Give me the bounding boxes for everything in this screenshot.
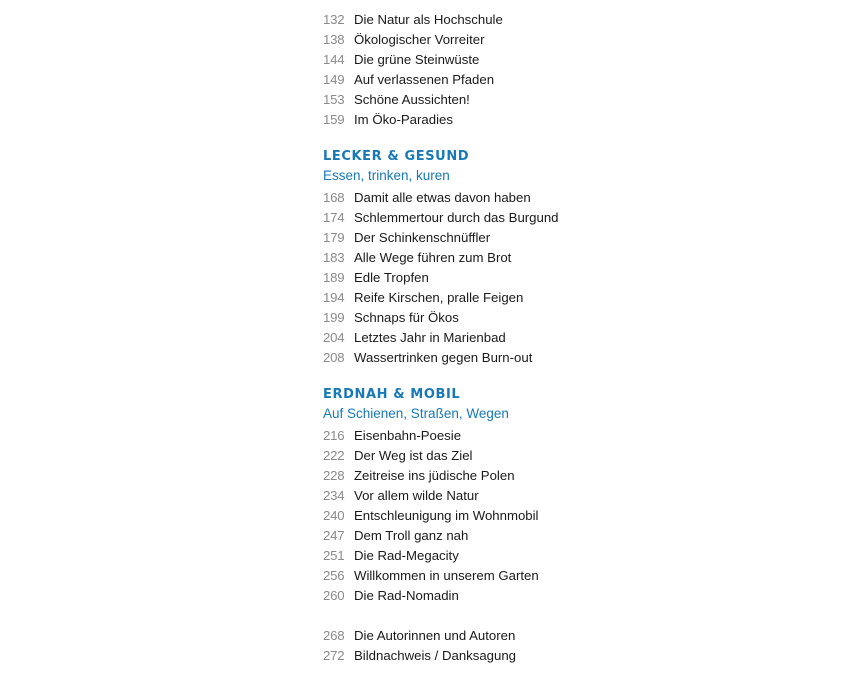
toc-entry [323,626,743,646]
page-number: 240 [323,508,345,523]
entry-title: Letztes Jahr in Marienbad [354,330,506,345]
page-number: 179 [323,230,345,245]
toc-entry [323,466,743,486]
toc-entry [323,248,743,268]
entry-title: Reife Kirschen, pralle Feigen [354,290,524,305]
toc-entry [323,566,743,586]
entry-title: Schnaps für Ökos [354,310,459,325]
entry-title: Schöne Aussichten! [354,92,470,107]
page-number: 272 [323,648,345,663]
toc-entry [323,526,743,546]
page-number: 138 [323,32,345,47]
page-number: 144 [323,52,345,67]
toc-entry [323,348,743,368]
entry-title: Zeitreise ins jüdische Polen [354,468,515,483]
page-number: 168 [323,190,345,205]
entry-title: Die Rad-Megacity [354,548,459,563]
entry-title: Bildnachweis / Danksagung [354,648,517,663]
entry-title: Die Natur als Hochschule [354,12,503,27]
page-number: 208 [323,350,345,365]
toc-section-erdnah-mobil [323,386,743,606]
page-number: 256 [323,568,345,583]
page-number: 194 [323,290,345,305]
entry-title: Willkommen in unserem Garten [354,568,539,583]
toc-group-nature [323,10,743,130]
toc-entry [323,90,743,110]
entry-title: Schlemmertour durch das Burgund [354,210,559,225]
toc-entry [323,268,743,288]
page-number: 199 [323,310,345,325]
toc-entry [323,10,743,30]
entry-title: Der Weg ist das Ziel [354,448,473,463]
page-number: 132 [323,12,345,27]
entry-title: Ökologischer Vorreiter [354,32,485,47]
page-number: 268 [323,628,345,643]
page-number: 174 [323,210,345,225]
entry-title: Der Schinkenschnüffler [354,230,491,245]
entry-title: Die Autorinnen und Autoren [354,628,516,643]
toc-entry [323,446,743,466]
toc-entry [323,546,743,566]
section-subheading: Essen, trinken, kuren [323,168,450,183]
page-number: 222 [323,448,345,463]
entry-title: Im Öko-Paradies [354,112,453,127]
entry-title: Edle Tropfen [354,270,429,285]
toc-entry [323,426,743,446]
entry-title: Auf verlassenen Pfaden [354,72,495,87]
entry-title: Damit alle etwas davon haben [354,190,531,205]
entry-title: Die Rad-Nomadin [354,588,459,603]
toc-entry [323,506,743,526]
entry-title: Die grüne Steinwüste [354,52,480,67]
toc-entry [323,50,743,70]
entry-title: Vor allem wilde Natur [354,488,479,503]
toc-entry [323,30,743,50]
entry-title: Entschleunigung im Wohnmobil [354,508,539,523]
section-subheading: Auf Schienen, Straßen, Wegen [323,406,509,421]
page-number: 183 [323,250,345,265]
toc-entry [323,188,743,208]
toc-entry [323,70,743,90]
page-number: 159 [323,112,345,127]
page-number: 251 [323,548,345,563]
page-number: 149 [323,72,345,87]
page-number: 228 [323,468,345,483]
page-number: 204 [323,330,345,345]
page-number: 189 [323,270,345,285]
section-heading: ERDNAH & MOBIL [323,387,461,402]
divider-space [323,606,743,626]
entry-title: Alle Wege führen zum Brot [354,250,512,265]
toc-section-lecker-gesund [323,148,743,368]
toc-entry [323,646,743,666]
toc-entry [323,308,743,328]
page-number: 247 [323,528,345,543]
toc-entry [323,486,743,506]
toc-entry [323,228,743,248]
page-number: 153 [323,92,345,107]
toc-entry [323,586,743,606]
entry-title: Dem Troll ganz nah [354,528,469,543]
page-number: 234 [323,488,345,503]
entry-title: Wassertrinken gegen Burn-out [354,350,533,365]
toc-entry [323,208,743,228]
toc-entry [323,110,743,130]
section-heading: LECKER & GESUND [323,149,470,164]
toc-group-back-matter [323,606,743,666]
entry-title: Eisenbahn-Poesie [354,428,462,443]
table-of-contents [323,10,743,666]
page-number: 216 [323,428,345,443]
toc-entry [323,328,743,348]
toc-entry [323,288,743,308]
page-number: 260 [323,588,345,603]
